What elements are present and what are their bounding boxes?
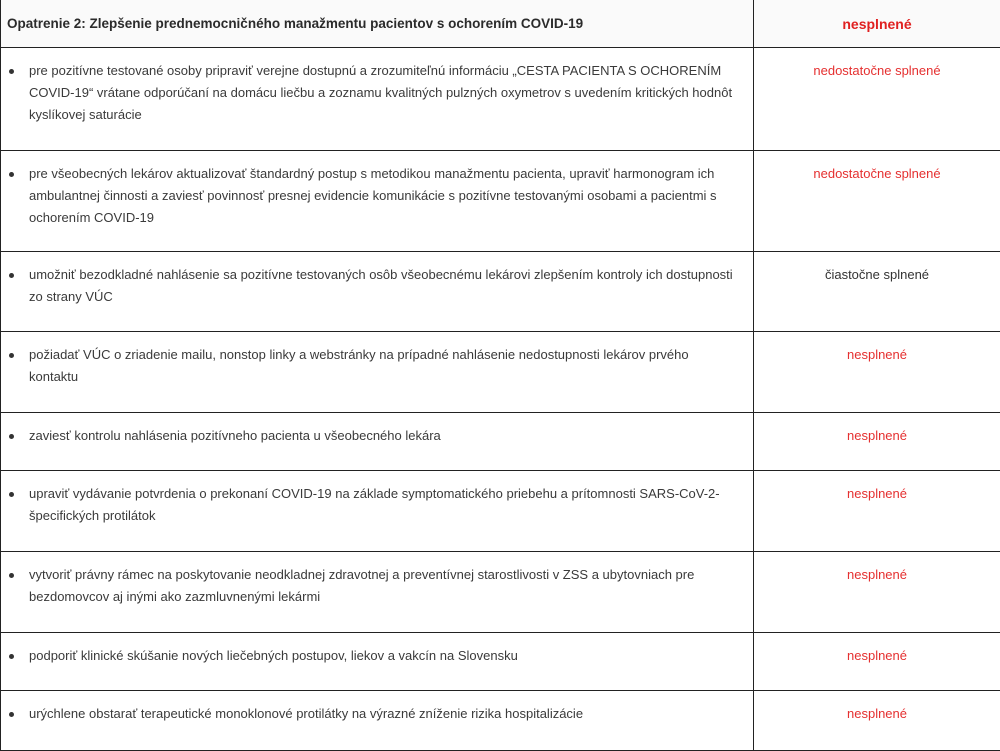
task-cell xyxy=(1,471,754,552)
bullet-icon xyxy=(9,573,14,578)
table-row xyxy=(1,413,1000,471)
task-status: nesplnené xyxy=(754,332,1000,366)
table-row xyxy=(1,48,1000,151)
task-text: upraviť vydávanie potvrdenia o prekonaní COVID-19 na základe symptomatického priebehu a prítomnosti SARS-CoV-2-špecifických protilátok xyxy=(29,486,720,523)
task-cell xyxy=(1,691,754,751)
task-cell xyxy=(1,413,754,471)
task-cell xyxy=(1,633,754,691)
header-title-cell xyxy=(1,0,754,48)
status-cell xyxy=(754,471,1000,552)
task-status: nesplnené xyxy=(754,633,1000,667)
header-status-cell xyxy=(754,0,1000,48)
task-text: vytvoriť právny rámec na poskytovanie neodkladnej zdravotnej a preventívnej starostlivosti v ZSS a ubytovniach pre bezdomovcov aj inými ako zazmluvnenými lekármi xyxy=(29,567,694,604)
bullet-icon xyxy=(9,434,14,439)
measure-status: nesplnené xyxy=(754,16,1000,32)
task-text: pre pozitívne testované osoby pripraviť verejne dostupnú a zrozumiteľnú informáciu „CESTA PACIENTA S OCHORENÍM COVID-19“ vrátane odporúčaní na domácu liečbu a zoznamu kvalitných pulzných oxymetrov s uvedením kritických hodnôt kyslíkovej saturácie xyxy=(29,63,732,122)
task-cell xyxy=(1,552,754,633)
table-row xyxy=(1,332,1000,413)
measure-title: Opatrenie 2: Zlepšenie prednemocničného manažmentu pacientov s ochorením COVID-19 xyxy=(1,16,753,31)
bullet-icon xyxy=(9,172,14,177)
task-text: zaviesť kontrolu nahlásenia pozitívneho pacienta u všeobecného lekára xyxy=(29,428,441,443)
task-cell xyxy=(1,48,754,151)
task-status: nesplnené xyxy=(754,413,1000,447)
task-text: urýchlene obstarať terapeutické monoklonové protilátky na výrazné zníženie rizika hospitalizácie xyxy=(29,706,583,721)
status-cell xyxy=(754,552,1000,633)
status-cell xyxy=(754,633,1000,691)
status-cell xyxy=(754,252,1000,332)
task-cell xyxy=(1,252,754,332)
task-text: umožniť bezodkladné nahlásenie sa pozitívne testovaných osôb všeobecnému lekárovi zlepšením kontroly ich dostupnosti zo strany VÚC xyxy=(29,267,733,304)
task-text: požiadať VÚC o zriadenie mailu, nonstop linky a webstránky na prípadné nahlásenie nedostupnosti lekárov prvého kontaktu xyxy=(29,347,689,384)
task-status: nesplnené xyxy=(754,691,1000,725)
status-cell xyxy=(754,413,1000,471)
task-cell xyxy=(1,332,754,413)
status-cell xyxy=(754,151,1000,252)
task-cell xyxy=(1,151,754,252)
table-row xyxy=(1,552,1000,633)
table-row xyxy=(1,633,1000,691)
task-text: podporiť klinické skúšanie nových liečebných postupov, liekov a vakcín na Slovensku xyxy=(29,648,518,663)
status-cell xyxy=(754,332,1000,413)
task-status: nesplnené xyxy=(754,552,1000,586)
bullet-icon xyxy=(9,69,14,74)
bullet-icon xyxy=(9,353,14,358)
table-header-row xyxy=(1,0,1000,48)
task-status: nedostatočne splnené xyxy=(754,151,1000,185)
table-row xyxy=(1,252,1000,332)
table-row xyxy=(1,151,1000,252)
status-cell xyxy=(754,48,1000,151)
table-row xyxy=(1,691,1000,751)
bullet-icon xyxy=(9,712,14,717)
bullet-icon xyxy=(9,492,14,497)
bullet-icon xyxy=(9,654,14,659)
status-cell xyxy=(754,691,1000,751)
task-status: čiastočne splnené xyxy=(754,252,1000,286)
task-text: pre všeobecných lekárov aktualizovať štandardný postup s metodikou manažmentu pacienta, upraviť harmonogram ich ambulantnej činnosti a zaviesť povinnosť presnej evidencie komunikácie s pozitívne testovanými osobami a pacientmi s ochorením COVID-19 xyxy=(29,166,717,225)
table-row xyxy=(1,471,1000,552)
task-status: nesplnené xyxy=(754,471,1000,505)
bullet-icon xyxy=(9,273,14,278)
task-status: nedostatočne splnené xyxy=(754,48,1000,82)
